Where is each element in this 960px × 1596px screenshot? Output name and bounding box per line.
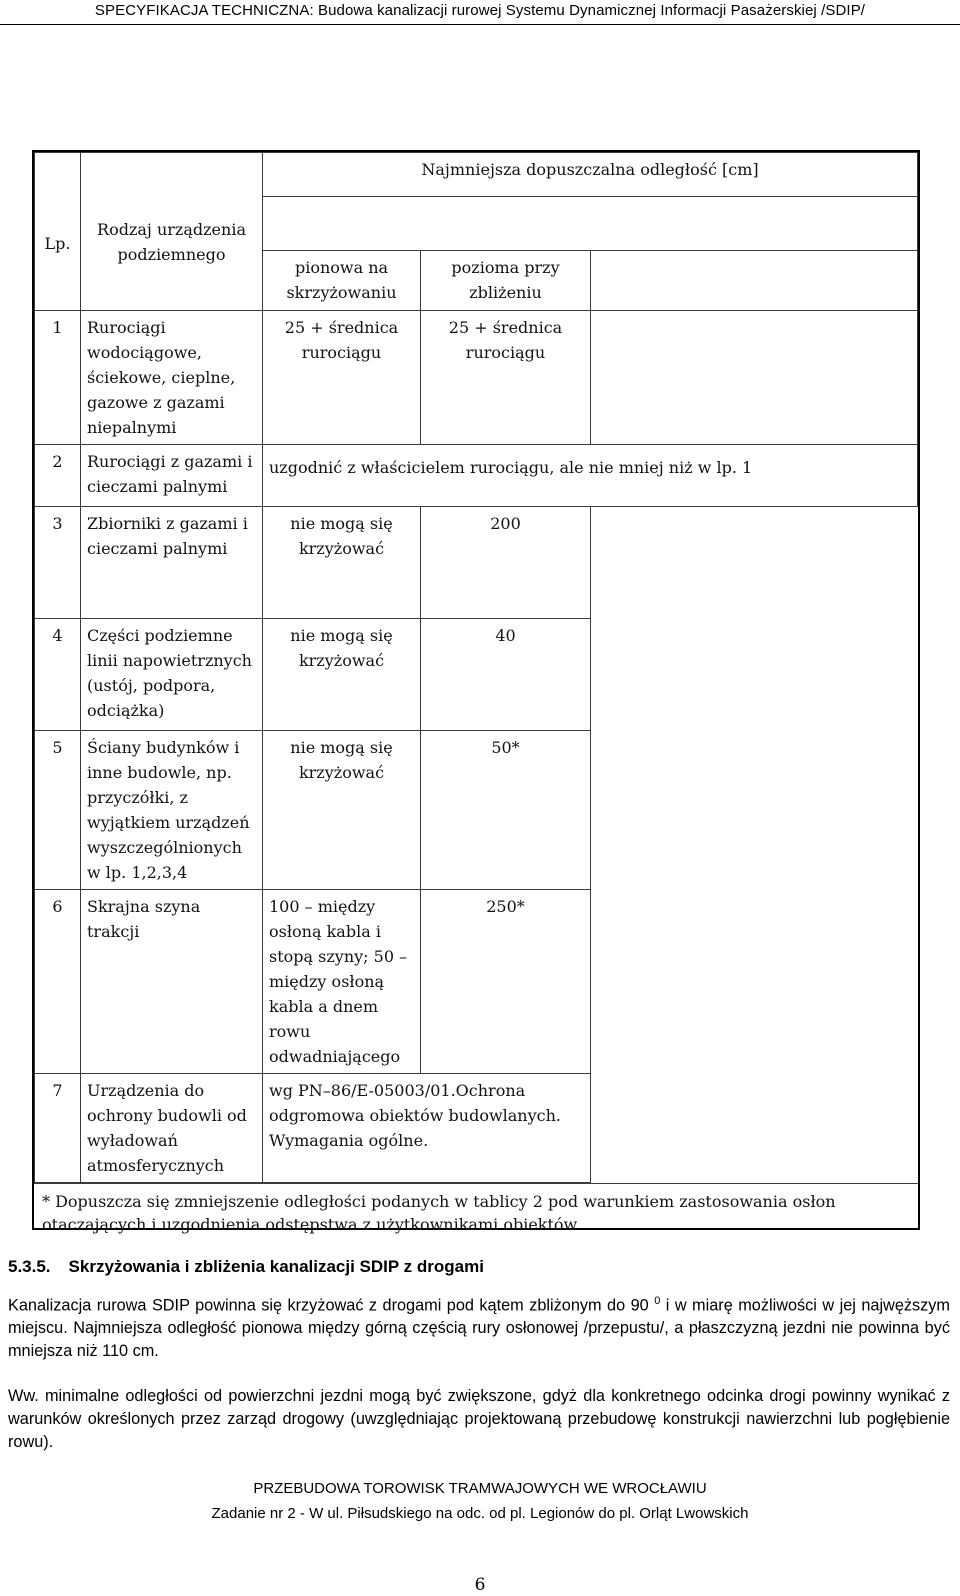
header-empty [591, 251, 918, 311]
row-kind: Skrajna szyna trakcji [81, 890, 263, 1074]
header-kind: Rodzaj urządzenia podziemnego [81, 153, 263, 311]
table-row [35, 311, 918, 445]
row-horizontal: 40 [421, 619, 591, 731]
paragraph-2: Ww. minimalne odległości od powierzchni jezdni mogą być zwiększone, gdyż dla konkretnego odcinka drogi powinny wynikać z warunków określonych przez zarząd drogowy (uwzględniając projektowaną przebudowę konstrukcji nawierzchni lub pogłębienie rowu). [8, 1387, 950, 1451]
row-horizontal: 250* [421, 890, 591, 1074]
row-horizontal: 25 + średnica rurociągu [421, 311, 591, 445]
header-spacer [263, 197, 918, 251]
page-number: 6 [474, 1575, 486, 1595]
row-lp: 3 [35, 507, 81, 619]
distance-table [34, 152, 918, 1183]
paragraph-1-superscript: 0 [654, 1295, 661, 1307]
row-merged: wg PN–86/E-05003/01.Ochrona odgromowa obiektów budowlanych. Wymagania ogólne. [263, 1074, 591, 1183]
header-horizontal: pozioma przy zbliżeniu [421, 251, 591, 311]
scanned-distance-table [32, 150, 920, 1234]
header-group: Najmniejsza dopuszczalna odległość [cm] [263, 153, 918, 197]
header-divider [0, 24, 960, 25]
row-vertical: nie mogą się krzyżować [263, 619, 421, 731]
row-lp: 1 [35, 311, 81, 445]
paragraph-1-text-a: Kanalizacja rurowa SDIP powinna się krzyżować z drogami pod kątem zbliżonym do 90 [8, 1296, 649, 1315]
row-lp: 4 [35, 619, 81, 731]
section-title: Skrzyżowania i zbliżenia kanalizacji SDIP z drogami [68, 1257, 484, 1276]
paragraph-1-text-b: i w miarę możliwości w jej najwęższym miejscu. Najmniejsza odległość pionowa między górną częścią rury osłonowej /przepustu/, a płaszczyzną jezdni nie powinna być mniejsza niż 110 cm. [8, 1296, 950, 1361]
row-lp: 7 [35, 1074, 81, 1183]
row-vertical: 25 + średnica rurociągu [263, 311, 421, 445]
row-horizontal: 50* [421, 731, 591, 890]
row-lp: 2 [35, 445, 81, 507]
table-row [35, 507, 918, 619]
row-vertical: 100 – między osłoną kabla i stopą szyny; 50 – między osłoną kabla a dnem rowu odwadniającego [263, 890, 421, 1074]
header-vertical: pionowa na skrzyżowaniu [263, 251, 421, 311]
row-kind: Rurociągi wodociągowe, ściekowe, cieplne, gazowe z gazami niepalnymi [81, 311, 263, 445]
header-lp: Lp. [35, 153, 81, 311]
paragraph-1 [8, 1290, 950, 1363]
row-vertical: nie mogą się krzyżować [263, 507, 421, 619]
footer-line-1: PRZEBUDOWA TOROWISK TRAMWAJOWYCH WE WROCŁAWIU [253, 1480, 707, 1497]
row-vertical: nie mogą się krzyżować [263, 731, 421, 890]
header-title: SPECYFIKACJA TECHNICZNA: Budowa kanalizacji rurowej Systemu Dynamicznej Informacji Pasażerskiej /SDIP/ [94, 2, 866, 19]
footer-line-2: Zadanie nr 2 - W ul. Piłsudskiego na odc. od pl. Legionów do pl. Orląt Lwowskich [211, 1505, 749, 1522]
row-kind: Części podziemne linii napowietrznych (ustój, podpora, odciążka) [81, 619, 263, 731]
row-kind: Urządzenia do ochrony budowli od wyładowań atmosferycznych [81, 1074, 263, 1183]
page-header [0, 0, 960, 24]
row-kind: Zbiorniki z gazami i cieczami palnymi [81, 507, 263, 619]
table-row [35, 445, 918, 507]
row-kind: Ściany budynków i inne budowle, np. przyczółki, z wyjątkiem urządzeń wyszczególnionych w lp. 1,2,3,4 [81, 731, 263, 890]
row-merged: uzgodnić z właścicielem rurociągu, ale nie mniej niż w lp. 1 [263, 445, 918, 507]
row-horizontal: 200 [421, 507, 591, 619]
row-lp: 5 [35, 731, 81, 890]
row-empty [591, 507, 918, 1183]
section-number: 5.3.5. [8, 1257, 51, 1276]
row-kind: Rurociągi z gazami i cieczami palnymi [81, 445, 263, 507]
section-heading [8, 1257, 502, 1277]
row-lp: 6 [35, 890, 81, 1074]
row-empty [591, 311, 918, 445]
table-footnote: * Dopuszcza się zmniejszenie odległości podanych w tablicy 2 pod warunkiem zastosowania osłon otaczających i uzgodnienia odstępstwa z użytkownikami obiektów [34, 1183, 918, 1242]
